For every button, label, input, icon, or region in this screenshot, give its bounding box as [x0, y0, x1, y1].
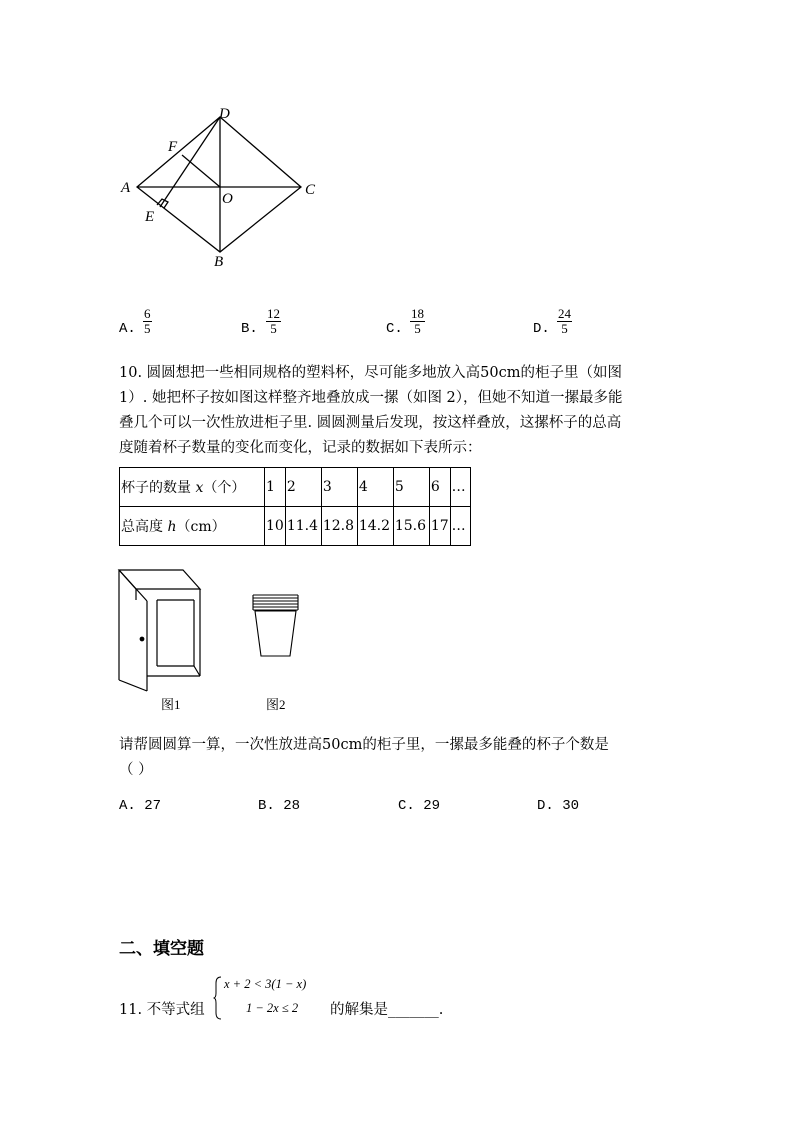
table-cell: 3: [321, 468, 357, 507]
q9-option-a-fraction: $\frac{6}{5}$: [144, 306, 151, 336]
table-cell: 6: [429, 468, 450, 507]
q10-option-a: A. 27: [119, 798, 162, 814]
table-cell: …: [450, 507, 470, 546]
label-f: F: [168, 139, 178, 155]
q9-option-d-fraction: $\frac{24}{5}$: [558, 306, 571, 336]
inequality-line-2: 1 − 2x ≤ 2: [246, 1001, 299, 1015]
table-cell: 12.8: [321, 507, 357, 546]
table-cell: 15.6: [393, 507, 429, 546]
q11-suffix: 的解集是_______.: [330, 1002, 444, 1018]
rhombus-outline: [137, 117, 301, 252]
figure-1-caption: 图1: [161, 697, 181, 712]
q10-option-b: B. 28: [258, 798, 301, 814]
inequality-line-1: x + 2 < 3(1 − x): [224, 977, 307, 991]
q9-option-a-letter: A.: [119, 321, 136, 337]
stacked-cups-figure: [250, 592, 302, 662]
cabinet-knob: [140, 637, 144, 641]
table-cell: 1: [265, 468, 286, 507]
q9-option-c-letter: C.: [386, 321, 403, 337]
label-b: B: [214, 254, 224, 270]
q10-line-2: 1）. 她把杯子按如图这样整齐地叠放成一摞（如图 2），但她不知道一摞最多能: [119, 390, 623, 406]
label-a: A: [121, 180, 131, 196]
figure-2-caption: 图2: [266, 697, 286, 712]
table-cell: 2: [285, 468, 321, 507]
row-label-height: 总高度 h（cm）: [120, 507, 265, 546]
q9-option-b-letter: B.: [241, 321, 258, 337]
q10-line-3: 叠几个可以一次性放进柜子里. 圆圆测量后发现，按这样叠放，这摞杯子的总高: [119, 415, 622, 431]
q10-option-c: C. 29: [398, 798, 441, 814]
q10-text: [119, 361, 709, 461]
table-cell: 10: [265, 507, 286, 546]
table-cell: 17: [429, 507, 450, 546]
row-label-count: 杯子的数量 x（个）: [120, 468, 265, 507]
table-row-count: [120, 468, 471, 507]
label-o: O: [222, 191, 233, 207]
system-brace: [213, 975, 223, 1021]
cup-body: [255, 611, 296, 656]
cups-data-table: [119, 467, 471, 546]
segment-fo: [182, 155, 220, 187]
q10-option-d: D. 30: [537, 798, 580, 814]
q10-line-4: 度随着杯子数量的变化而变化，记录的数据如下表所示：: [119, 440, 482, 456]
q9-option-b-fraction: $\frac{12}{5}$: [267, 306, 280, 336]
label-d: D: [219, 106, 230, 122]
table-cell: 4: [357, 468, 393, 507]
table-cell: 14.2: [357, 507, 393, 546]
label-e: E: [145, 209, 155, 225]
table-cell: …: [450, 468, 470, 507]
q10-question-line-1: 请帮圆圆算一算，一次性放进高50cm的柜子里，一摞最多能叠的杯子个数是: [119, 737, 609, 753]
q10-question: [119, 733, 709, 783]
cabinet-figure: [117, 568, 207, 693]
q11-prefix: 11. 不等式组: [119, 1002, 205, 1018]
q10-line-1: 10. 圆圆想把一些相同规格的塑料杯，尽可能多地放入高50cm的柜子里（如图: [119, 365, 622, 381]
table-row-height: [120, 507, 471, 546]
q9-option-d-letter: D.: [533, 321, 550, 337]
cabinet-top: [119, 570, 200, 589]
q9-option-c-fraction: $\frac{18}{5}$: [411, 306, 424, 336]
table-cell: 5: [393, 468, 429, 507]
q10-question-line-2: （ ）: [119, 762, 153, 778]
label-c: C: [305, 182, 316, 198]
section-title: 二、填空题: [119, 939, 204, 959]
table-cell: 11.4: [285, 507, 321, 546]
